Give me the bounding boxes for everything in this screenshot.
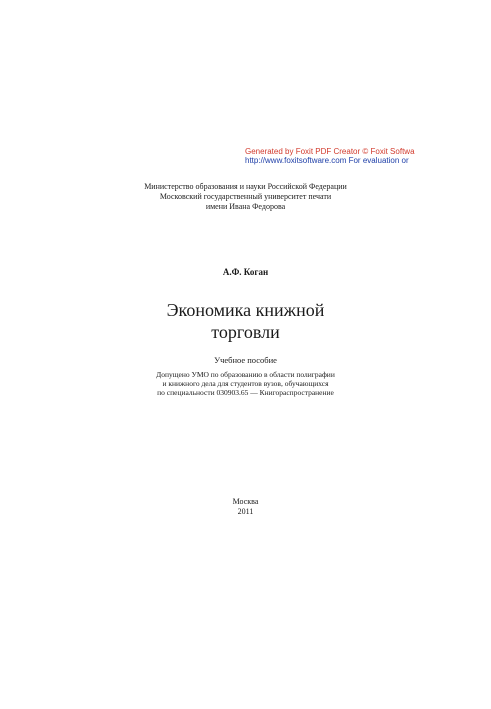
book-title [0, 299, 491, 343]
ministry-line-1: Министерство образования и науки Российской Федерации [144, 182, 347, 191]
book-title-line-2: торговли [211, 322, 280, 342]
watermark-url-line: http://www.foxitsoftware.com For evaluation or [245, 156, 409, 165]
ministry-header [0, 182, 491, 212]
book-title-line-1: Экономика книжной [166, 300, 325, 320]
book-subtitle: Учебное пособие [214, 355, 277, 365]
approval-statement [0, 370, 491, 397]
foxit-watermark [245, 147, 491, 165]
approval-line-3: по специальности 030903.65 — Книгораспространение [157, 388, 334, 397]
author-name: А.Ф. Коган [222, 267, 269, 277]
imprint-city: Москва [232, 497, 259, 506]
approval-line-2: и книжного дела для студентов вузов, обучающихся [162, 379, 329, 388]
approval-line-1: Допущено УМО по образованию в области полиграфии [156, 370, 335, 379]
imprint-year: 2011 [237, 507, 254, 516]
ministry-line-2: Московский государственный университет печати [159, 192, 332, 201]
imprint [0, 497, 491, 517]
watermark-generated-line: Generated by Foxit PDF Creator © Foxit Softwa [245, 147, 415, 156]
ministry-line-3: имени Ивана Федорова [205, 202, 286, 211]
